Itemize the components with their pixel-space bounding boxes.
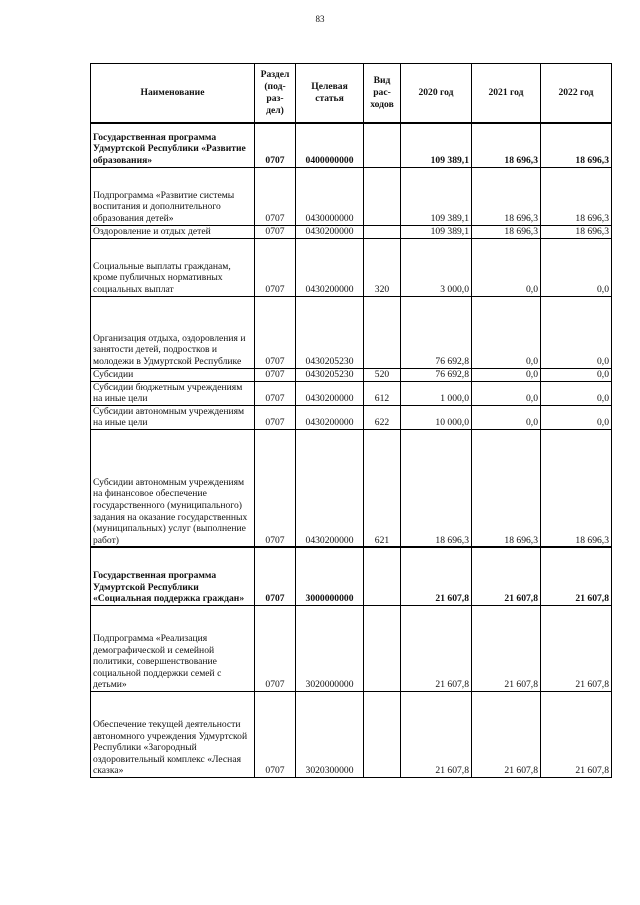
cell-name: Субсидии автономным учреждениям на иные цели <box>91 405 255 429</box>
cell-y2021: 0,0 <box>472 238 541 296</box>
cell-y2021: 0,0 <box>472 368 541 381</box>
cell-type <box>364 225 401 238</box>
cell-y2020: 3 000,0 <box>401 238 472 296</box>
cell-target: 0430200000 <box>296 429 364 547</box>
cell-y2020: 109 389,1 <box>401 123 472 167</box>
cell-name: Государственная программа Удмуртской Республики «Развитие образования» <box>91 123 255 167</box>
table-row <box>91 429 612 547</box>
table-row <box>91 605 612 691</box>
table-row <box>91 296 612 368</box>
table-row <box>91 405 612 429</box>
cell-target: 3020000000 <box>296 605 364 691</box>
cell-name: Подпрограмма «Реализация демографической и семейной политики, совершенствование социальной поддержки семей с детьми» <box>91 605 255 691</box>
cell-type <box>364 691 401 777</box>
header-2020: 2020 год <box>401 64 472 124</box>
cell-y2022: 21 607,8 <box>541 547 612 605</box>
cell-type: 612 <box>364 381 401 405</box>
cell-y2020: 76 692,8 <box>401 368 472 381</box>
cell-name: Подпрограмма «Развитие системы воспитания и дополнительного образования детей» <box>91 167 255 225</box>
cell-section: 0707 <box>255 405 296 429</box>
cell-y2022: 18 696,3 <box>541 225 612 238</box>
cell-target: 0430000000 <box>296 167 364 225</box>
table-row <box>91 123 612 167</box>
cell-y2020: 18 696,3 <box>401 429 472 547</box>
cell-section: 0707 <box>255 381 296 405</box>
table-row <box>91 238 612 296</box>
cell-y2020: 21 607,8 <box>401 547 472 605</box>
cell-y2022: 0,0 <box>541 368 612 381</box>
cell-y2021: 21 607,8 <box>472 691 541 777</box>
cell-section: 0707 <box>255 225 296 238</box>
cell-y2021: 18 696,3 <box>472 123 541 167</box>
cell-name: Государственная программа Удмуртской Республики «Социальная поддержка граждан» <box>91 547 255 605</box>
cell-y2022: 0,0 <box>541 238 612 296</box>
header-name: Наименование <box>91 64 255 124</box>
cell-type: 320 <box>364 238 401 296</box>
cell-y2020: 109 389,1 <box>401 225 472 238</box>
cell-y2021: 18 696,3 <box>472 429 541 547</box>
cell-section: 0707 <box>255 123 296 167</box>
budget-table <box>90 63 612 778</box>
cell-name: Обеспечение текущей деятельности автономного учреждения Удмуртской Республики «Загородный оздоровительный комплекс «Лесная сказка» <box>91 691 255 777</box>
cell-y2022: 21 607,8 <box>541 691 612 777</box>
cell-y2022: 21 607,8 <box>541 605 612 691</box>
cell-y2020: 76 692,8 <box>401 296 472 368</box>
cell-target: 3000000000 <box>296 547 364 605</box>
table-row <box>91 167 612 225</box>
cell-type: 622 <box>364 405 401 429</box>
cell-y2020: 21 607,8 <box>401 605 472 691</box>
cell-section: 0707 <box>255 238 296 296</box>
cell-y2021: 0,0 <box>472 381 541 405</box>
cell-name: Социальные выплаты гражданам, кроме публичных нормативных социальных выплат <box>91 238 255 296</box>
table-row <box>91 691 612 777</box>
cell-y2021: 18 696,3 <box>472 167 541 225</box>
table-row <box>91 381 612 405</box>
cell-target: 0430200000 <box>296 381 364 405</box>
cell-name: Оздоровление и отдых детей <box>91 225 255 238</box>
cell-type <box>364 605 401 691</box>
cell-y2022: 18 696,3 <box>541 429 612 547</box>
table-header-row <box>91 64 612 124</box>
cell-section: 0707 <box>255 368 296 381</box>
cell-section: 0707 <box>255 429 296 547</box>
cell-name: Субсидии <box>91 368 255 381</box>
cell-type <box>364 123 401 167</box>
cell-type <box>364 296 401 368</box>
cell-target: 0430205230 <box>296 296 364 368</box>
cell-y2022: 0,0 <box>541 381 612 405</box>
cell-y2022: 18 696,3 <box>541 123 612 167</box>
table-row <box>91 368 612 381</box>
table-row <box>91 225 612 238</box>
cell-y2020: 1 000,0 <box>401 381 472 405</box>
cell-y2021: 0,0 <box>472 296 541 368</box>
cell-name: Организация отдыха, оздоровления и занятости детей, подростков и молодежи в Удмуртской Республике <box>91 296 255 368</box>
header-expense-type: Вид рас- ходов <box>364 64 401 124</box>
cell-y2021: 21 607,8 <box>472 547 541 605</box>
cell-target: 3020300000 <box>296 691 364 777</box>
cell-y2021: 0,0 <box>472 405 541 429</box>
cell-type <box>364 547 401 605</box>
cell-section: 0707 <box>255 167 296 225</box>
cell-section: 0707 <box>255 547 296 605</box>
cell-section: 0707 <box>255 691 296 777</box>
header-2021: 2021 год <box>472 64 541 124</box>
cell-type: 621 <box>364 429 401 547</box>
cell-target: 0400000000 <box>296 123 364 167</box>
cell-target: 0430200000 <box>296 225 364 238</box>
header-2022: 2022 год <box>541 64 612 124</box>
cell-target: 0430200000 <box>296 405 364 429</box>
cell-name: Субсидии автономным учреждениям на финансовое обеспечение государственного (муниципального) задания на оказание государственных (муниципальных) услуг (выполнение работ) <box>91 429 255 547</box>
cell-section: 0707 <box>255 296 296 368</box>
table-row <box>91 547 612 605</box>
cell-y2021: 21 607,8 <box>472 605 541 691</box>
cell-y2022: 0,0 <box>541 405 612 429</box>
cell-y2020: 109 389,1 <box>401 167 472 225</box>
cell-section: 0707 <box>255 605 296 691</box>
cell-target: 0430205230 <box>296 368 364 381</box>
cell-y2022: 0,0 <box>541 296 612 368</box>
cell-y2020: 21 607,8 <box>401 691 472 777</box>
cell-name: Субсидии бюджетным учреждениям на иные цели <box>91 381 255 405</box>
cell-type <box>364 167 401 225</box>
header-section: Раздел (под- раз- дел) <box>255 64 296 124</box>
cell-target: 0430200000 <box>296 238 364 296</box>
cell-y2020: 10 000,0 <box>401 405 472 429</box>
cell-y2022: 18 696,3 <box>541 167 612 225</box>
header-target: Целевая статья <box>296 64 364 124</box>
page-number: 83 <box>315 14 325 24</box>
cell-y2021: 18 696,3 <box>472 225 541 238</box>
cell-type: 520 <box>364 368 401 381</box>
